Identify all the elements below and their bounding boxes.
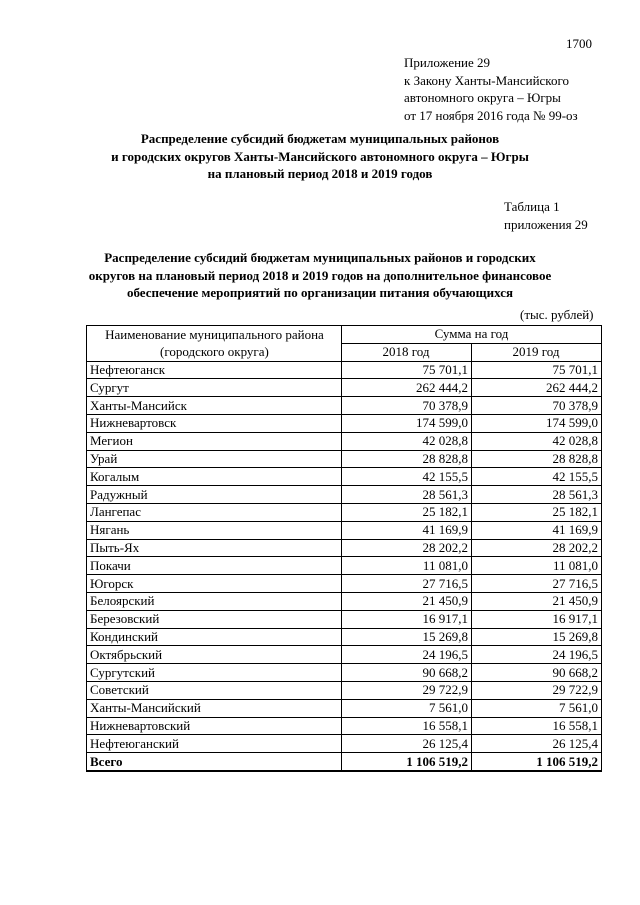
table-title-line: обеспечение мероприятий по организации питания обучающихся xyxy=(126,285,514,300)
subsidy-table xyxy=(86,325,602,772)
appendix-reference xyxy=(404,54,578,124)
table-row xyxy=(87,468,602,486)
value-2019-cell: 27 716,5 xyxy=(471,575,601,593)
value-2018-cell: 28 828,8 xyxy=(341,450,471,468)
table-row xyxy=(87,592,602,610)
municipality-cell: Белоярский xyxy=(87,592,342,610)
municipality-cell: Советский xyxy=(87,681,342,699)
table-row xyxy=(87,414,602,432)
table-row xyxy=(87,361,602,379)
value-2018-cell: 42 028,8 xyxy=(341,432,471,450)
page-number: 1700 xyxy=(566,36,592,51)
value-2019-cell: 21 450,9 xyxy=(471,592,601,610)
municipality-cell: Мегион xyxy=(87,432,342,450)
total-2018-cell: 1 106 519,2 xyxy=(341,753,471,771)
municipality-cell: Сургут xyxy=(87,379,342,397)
table-title-line: округов на плановый период 2018 и 2019 годов на дополнительное финансовое xyxy=(88,267,552,283)
municipality-cell: Кондинский xyxy=(87,628,342,646)
table-label xyxy=(504,198,588,233)
value-2018-cell: 11 081,0 xyxy=(341,557,471,575)
document-title xyxy=(0,130,640,183)
municipality-cell: Нижневартовский xyxy=(87,717,342,735)
table-row xyxy=(87,432,602,450)
value-2018-cell: 28 202,2 xyxy=(341,539,471,557)
value-2018-cell: 75 701,1 xyxy=(341,361,471,379)
municipality-cell: Нефтеюганск xyxy=(87,361,342,379)
header-year-cell: 2018 год xyxy=(341,343,471,361)
value-2019-cell: 41 169,9 xyxy=(471,521,601,539)
value-2018-cell: 28 561,3 xyxy=(341,486,471,504)
title-line: и городских округов Ханты-Мансийского автономного округа – Югры xyxy=(111,148,529,164)
value-2019-cell: 25 182,1 xyxy=(471,503,601,521)
table-row xyxy=(87,557,602,575)
table-row xyxy=(87,539,602,557)
value-2019-cell: 42 155,5 xyxy=(471,468,601,486)
value-2018-cell: 21 450,9 xyxy=(341,592,471,610)
value-2018-cell: 70 378,9 xyxy=(341,397,471,415)
table-row xyxy=(87,664,602,682)
municipality-cell: Нижневартовск xyxy=(87,414,342,432)
appendix-line: автономного округа – Югры xyxy=(404,90,561,105)
value-2019-cell: 42 028,8 xyxy=(471,432,601,450)
appendix-line: Приложение 29 xyxy=(404,55,491,70)
value-2018-cell: 26 125,4 xyxy=(341,735,471,753)
table-row xyxy=(87,646,602,664)
value-2018-cell: 90 668,2 xyxy=(341,664,471,682)
value-2018-cell: 25 182,1 xyxy=(341,503,471,521)
value-2018-cell: 7 561,0 xyxy=(341,699,471,717)
municipality-cell: Радужный xyxy=(87,486,342,504)
header-year-cell: 2019 год xyxy=(471,343,601,361)
table-title xyxy=(0,249,640,302)
value-2019-cell: 11 081,0 xyxy=(471,557,601,575)
value-2019-cell: 262 444,2 xyxy=(471,379,601,397)
table-row xyxy=(87,486,602,504)
table-header-row xyxy=(87,343,602,361)
value-2019-cell: 15 269,8 xyxy=(471,628,601,646)
table-row xyxy=(87,717,602,735)
value-2018-cell: 29 722,9 xyxy=(341,681,471,699)
value-2018-cell: 16 558,1 xyxy=(341,717,471,735)
municipality-cell: Октябрьский xyxy=(87,646,342,664)
table-row xyxy=(87,379,602,397)
value-2019-cell: 16 917,1 xyxy=(471,610,601,628)
appendix-line: от 17 ноября 2016 года № 99-оз xyxy=(404,107,578,123)
value-2018-cell: 27 716,5 xyxy=(341,575,471,593)
municipality-cell: Когалым xyxy=(87,468,342,486)
value-2018-cell: 262 444,2 xyxy=(341,379,471,397)
table-row xyxy=(87,397,602,415)
municipality-cell: Лангепас xyxy=(87,503,342,521)
value-2019-cell: 16 558,1 xyxy=(471,717,601,735)
municipality-cell: Пыть-Ях xyxy=(87,539,342,557)
header-name-cell: Наименование муниципального района xyxy=(87,326,342,344)
title-line: на плановый период 2018 и 2019 годов xyxy=(207,166,433,181)
table-row xyxy=(87,681,602,699)
value-2018-cell: 16 917,1 xyxy=(341,610,471,628)
appendix-line: к Закону Ханты-Мансийского xyxy=(404,72,569,88)
value-2018-cell: 41 169,9 xyxy=(341,521,471,539)
municipality-cell: Покачи xyxy=(87,557,342,575)
table-label-line: приложения 29 xyxy=(504,216,588,232)
value-2018-cell: 24 196,5 xyxy=(341,646,471,664)
units-label: (тыс. рублей) xyxy=(520,307,594,322)
table-row xyxy=(87,503,602,521)
table-row xyxy=(87,575,602,593)
municipality-cell: Ханты-Мансийск xyxy=(87,397,342,415)
value-2018-cell: 15 269,8 xyxy=(341,628,471,646)
municipality-cell: Нягань xyxy=(87,521,342,539)
table-header-row xyxy=(87,326,602,344)
header-sum-cell: Сумма на год xyxy=(341,326,601,344)
value-2019-cell: 28 828,8 xyxy=(471,450,601,468)
municipality-cell: Нефтеюганский xyxy=(87,735,342,753)
value-2019-cell: 29 722,9 xyxy=(471,681,601,699)
value-2018-cell: 174 599,0 xyxy=(341,414,471,432)
municipality-cell: Югорск xyxy=(87,575,342,593)
table-title-line: Распределение субсидий бюджетам муниципальных районов и городских xyxy=(104,250,536,265)
total-row xyxy=(87,753,602,771)
value-2019-cell: 70 378,9 xyxy=(471,397,601,415)
value-2019-cell: 28 561,3 xyxy=(471,486,601,504)
table-row xyxy=(87,628,602,646)
table-row xyxy=(87,610,602,628)
table-row xyxy=(87,699,602,717)
municipality-cell: Урай xyxy=(87,450,342,468)
value-2019-cell: 24 196,5 xyxy=(471,646,601,664)
table-row xyxy=(87,450,602,468)
table-row xyxy=(87,735,602,753)
value-2019-cell: 90 668,2 xyxy=(471,664,601,682)
value-2019-cell: 26 125,4 xyxy=(471,735,601,753)
municipality-cell: Ханты-Мансийский xyxy=(87,699,342,717)
value-2019-cell: 75 701,1 xyxy=(471,361,601,379)
title-line: Распределение субсидий бюджетам муниципальных районов xyxy=(140,131,500,146)
value-2019-cell: 28 202,2 xyxy=(471,539,601,557)
value-2018-cell: 42 155,5 xyxy=(341,468,471,486)
table-label-line: Таблица 1 xyxy=(504,199,560,214)
header-name-cell: (городского округа) xyxy=(87,343,342,361)
municipality-cell: Березовский xyxy=(87,610,342,628)
municipality-cell: Сургутский xyxy=(87,664,342,682)
table-row xyxy=(87,521,602,539)
value-2019-cell: 174 599,0 xyxy=(471,414,601,432)
total-2019-cell: 1 106 519,2 xyxy=(471,753,601,771)
value-2019-cell: 7 561,0 xyxy=(471,699,601,717)
total-label-cell: Всего xyxy=(87,753,342,771)
